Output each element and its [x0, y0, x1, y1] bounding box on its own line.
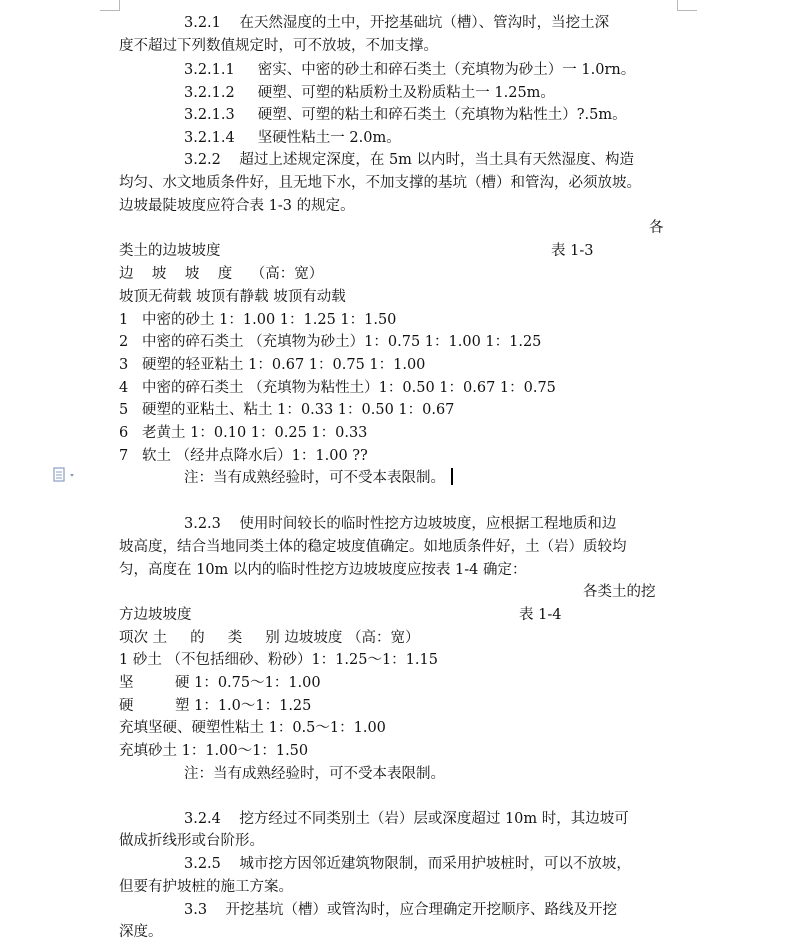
- doc-line: 3.2.2 超过上述规定深度，在 5m 以内时，当土具有天然湿度、构造: [184, 152, 635, 168]
- table-number: 表 1-3: [551, 243, 594, 259]
- text-cursor: [451, 468, 453, 485]
- table-row: 1 砂土 （不包括细砂、粉砂）1：1.25～1：1.15: [119, 652, 438, 668]
- doc-line: 深度。: [119, 924, 163, 940]
- doc-line: 匀，高度在 10m 以内的临时性挖方边坡坡度应按表 1-4 确定：: [119, 562, 527, 578]
- margin-mark-top-left-vertical: [119, 0, 120, 10]
- table-header: 项次 土 的 类 别 边坡坡度 （高：宽）: [119, 630, 420, 646]
- table-caption: 类土的边坡坡度: [119, 243, 221, 259]
- doc-line: 3.2.1.2 硬塑、可塑的粘质粉土及粉质粘土一 1.25m。: [184, 85, 555, 101]
- doc-line: 3.2.4 挖方经过不同类别土（岩）层或深度超过 10m 时，其边坡可: [184, 811, 629, 827]
- doc-line: 边坡最陡坡度应符合表 1-3 的规定。: [119, 198, 355, 214]
- table-number: 表 1-4: [519, 607, 562, 623]
- table-row: 充填砂土 1：1.00～1：1.50: [119, 743, 309, 759]
- paragraph-options-icon[interactable]: [53, 466, 79, 484]
- margin-mark-top-right-vertical: [677, 0, 678, 10]
- doc-line: 各: [649, 220, 664, 236]
- table-caption: 方边坡坡度: [119, 607, 192, 623]
- doc-line: 做成折线形或台阶形。: [119, 833, 264, 849]
- table-note-text: 注：当有成熟经验时，可不受本表限制。: [184, 470, 445, 486]
- doc-line: 3.2.1.1 密实、中密的砂土和碎石类土（充填物为砂土）一 1.0rn。: [184, 62, 636, 78]
- table-row: 充填坚硬、硬塑性粘土 1：0.5～1：1.00: [119, 720, 386, 736]
- doc-line: 各类土的挖: [583, 584, 656, 600]
- table-row: 1 中密的砂土 1：1.00 1：1.25 1：1.50: [119, 312, 397, 328]
- doc-line: 3.2.1.4 坚硬性粘土一 2.0m。: [184, 130, 401, 146]
- table-row: 硬 塑 1：1.0～1：1.25: [119, 698, 312, 714]
- doc-line: 3.2.5 城市挖方因邻近建筑物限制，而采用护坡桩时，可以不放坡，: [184, 856, 631, 872]
- table-note: [184, 468, 453, 488]
- doc-line: 度不超过下列数值规定时，可不放坡，不加支撑。: [119, 38, 438, 54]
- margin-mark-top-left-horizontal: [100, 10, 120, 11]
- table-row: 5 硬塑的亚粘土、粘土 1：0.33 1：0.50 1：0.67: [119, 402, 455, 418]
- doc-line: 但要有护坡桩的施工方案。: [119, 879, 293, 895]
- doc-line: 3.2.3 使用时间较长的临时性挖方边坡坡度，应根据工程地质和边: [184, 516, 617, 532]
- doc-line: 3.2.1 在天然湿度的土中，开挖基础坑（槽）、管沟时，当挖土深: [184, 15, 610, 31]
- table-header: 坡顶无荷载 坡顶有静载 坡顶有动载: [119, 289, 346, 305]
- doc-line: 均匀、水文地质条件好，且无地下水，不加支撑的基坑（槽）和管沟，必须放坡。: [119, 175, 641, 191]
- table-row: 4 中密的碎石类土 （充填物为粘性土）1：0.50 1：0.67 1：0.75: [119, 380, 556, 396]
- table-row: 7 软土 （经井点降水后）1：1.00 ??: [119, 448, 368, 464]
- table-note: 注：当有成熟经验时，可不受本表限制。: [184, 766, 445, 782]
- doc-line: 3.3 开挖基坑（槽）或管沟时，应合理确定开挖顺序、路线及开挖: [184, 902, 617, 918]
- table-row: 2 中密的碎石类土 （充填物为砂土）1：0.75 1：1.00 1：1.25: [119, 334, 542, 350]
- table-row: 3 硬塑的轻亚粘土 1：0.67 1：0.75 1：1.00: [119, 357, 426, 373]
- table-row: 坚 硬 1：0.75～1：1.00: [119, 675, 321, 691]
- doc-line: 3.2.1.3 硬塑、可塑的粘土和碎石类土（充填物为粘性土）?.5m。: [184, 107, 627, 123]
- doc-line: 坡高度，结合当地同类土体的稳定坡度值确定。如地质条件好，土（岩）质较均: [119, 539, 627, 555]
- table-row: 6 老黄土 1：0.10 1：0.25 1：0.33: [119, 425, 368, 441]
- table-header: 边 坡 坡 度 （高：宽）: [119, 266, 324, 282]
- margin-mark-top-right-horizontal: [677, 10, 697, 11]
